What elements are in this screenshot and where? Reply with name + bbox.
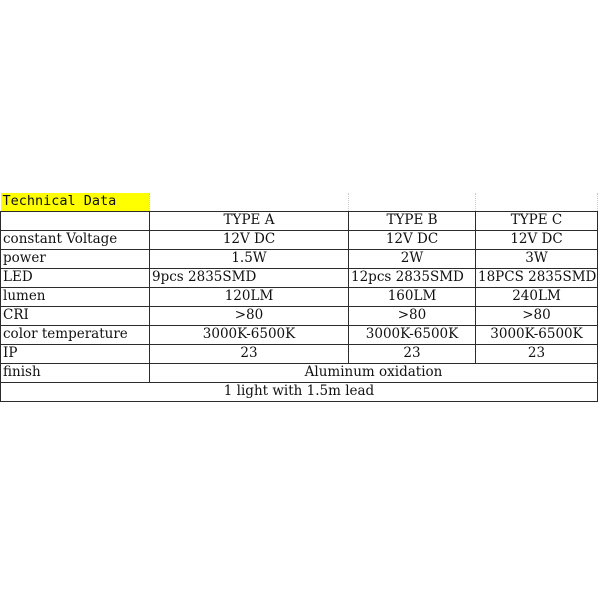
table-cell: >80	[150, 307, 349, 326]
table-row	[1, 250, 598, 269]
table-cell: 18PCS 2835SMD	[476, 269, 598, 288]
table-row	[1, 288, 598, 307]
empty-cell	[150, 193, 349, 212]
finish-cell: Aluminum oxidation	[150, 364, 598, 383]
table-cell: 2W	[349, 250, 476, 269]
row-label: constant Voltage	[1, 231, 150, 250]
row-label: color temperature	[1, 326, 150, 345]
table-row	[1, 231, 598, 250]
table-cell: 23	[150, 345, 349, 364]
table-row	[1, 269, 598, 288]
row-label: CRI	[1, 307, 150, 326]
table-cell: 160LM	[349, 288, 476, 307]
table-cell: 9pcs 2835SMD	[150, 269, 349, 288]
table-cell: 3000K-6500K	[476, 326, 598, 345]
table-cell: 23	[349, 345, 476, 364]
column-header-type-b: TYPE B	[349, 212, 476, 231]
table-row	[1, 364, 598, 383]
table-cell: 23	[476, 345, 598, 364]
table-cell: 3W	[476, 250, 598, 269]
empty-cell	[476, 193, 598, 212]
table-title: Technical Data	[2, 193, 117, 210]
row-label: IP	[1, 345, 150, 364]
table-cell: 3000K-6500K	[150, 326, 349, 345]
table-cell: >80	[476, 307, 598, 326]
table-cell: 1.5W	[150, 250, 349, 269]
table-row	[1, 383, 598, 402]
row-label: lumen	[1, 288, 150, 307]
column-header-type-c: TYPE C	[476, 212, 598, 231]
empty-cell	[349, 193, 476, 212]
row-label: finish	[1, 364, 150, 383]
table-row	[1, 326, 598, 345]
header-blank-cell	[1, 212, 150, 231]
table-cell: 120LM	[150, 288, 349, 307]
footer-cell: 1 light with 1.5m lead	[1, 383, 598, 402]
technical-data-sheet	[0, 193, 598, 405]
table-cell: 12V DC	[150, 231, 349, 250]
header-row	[1, 212, 598, 231]
title-row	[1, 193, 598, 212]
title-cell	[1, 193, 150, 212]
technical-data-table	[0, 193, 598, 402]
column-header-type-a: TYPE A	[150, 212, 349, 231]
table-cell: 12pcs 2835SMD	[349, 269, 476, 288]
table-cell: >80	[349, 307, 476, 326]
table-cell: 12V DC	[476, 231, 598, 250]
table-cell: 12V DC	[349, 231, 476, 250]
table-cell: 240LM	[476, 288, 598, 307]
table-row	[1, 307, 598, 326]
row-label: power	[1, 250, 150, 269]
table-row	[1, 345, 598, 364]
table-cell: 3000K-6500K	[349, 326, 476, 345]
row-label: LED	[1, 269, 150, 288]
